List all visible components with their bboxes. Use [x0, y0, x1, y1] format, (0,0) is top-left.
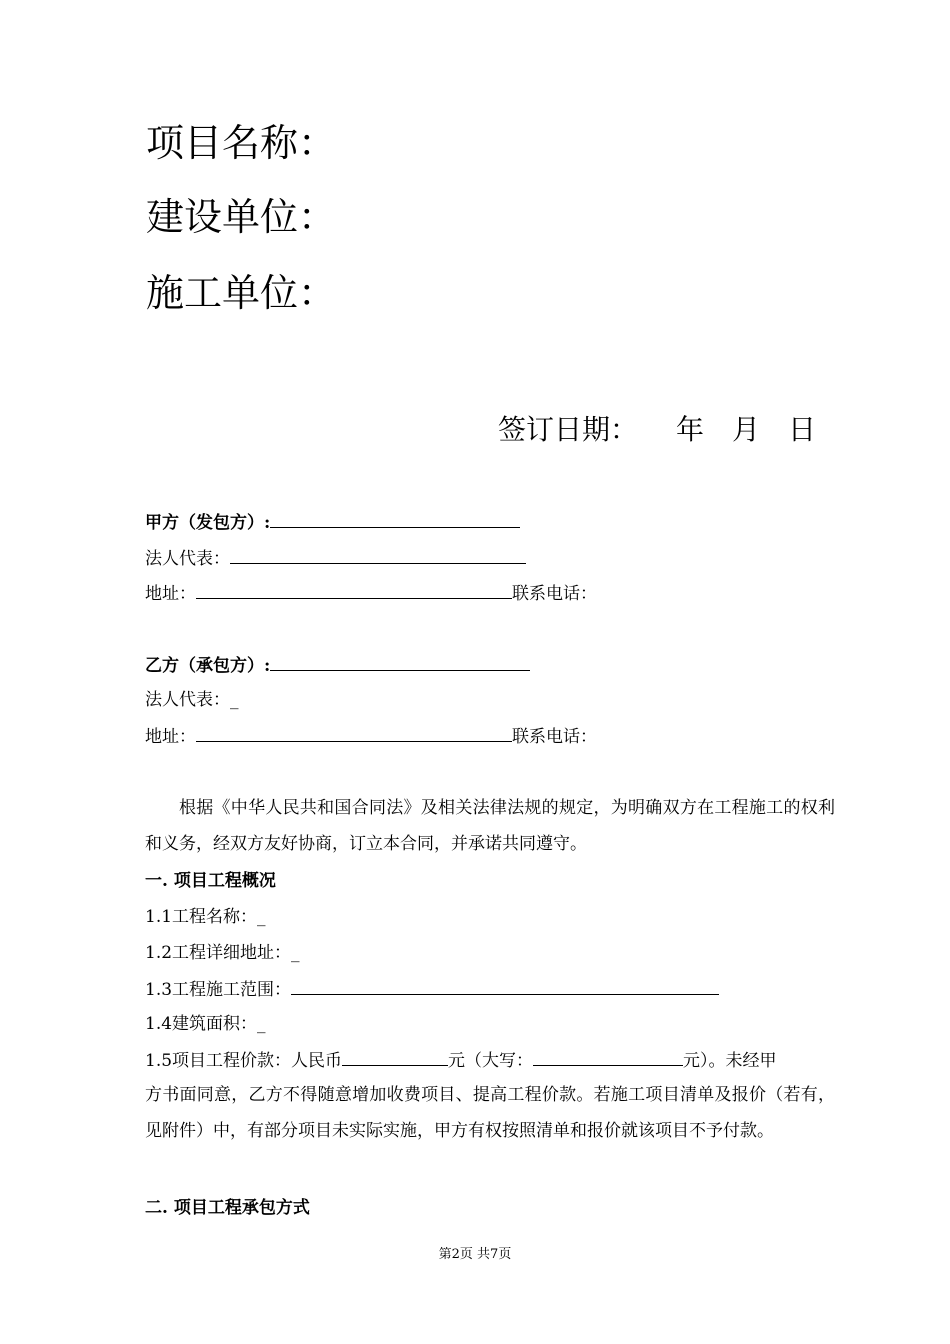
party-b-address-row [145, 723, 597, 749]
sign-date-day: 日 [788, 413, 817, 446]
party-a-rep-blank[interactable] [230, 545, 526, 564]
party-a-name-blank[interactable] [270, 509, 520, 528]
sign-date-month: 月 [732, 413, 761, 446]
build-unit-label: 建设单位： [146, 195, 337, 239]
item-1-5-row [145, 1047, 777, 1073]
party-a-address-blank[interactable] [196, 580, 512, 599]
party-b-title-row [145, 652, 530, 678]
item-1-5-continuation: 方书面同意，乙方不得随意增加收费项目、提高工程价款。若施工项目清单及报价（若有，见附件）中，有部分项目未实际实施，甲方有权按照清单和报价就该项目不予付款。 [145, 1085, 835, 1141]
item-1-5-words-blank[interactable] [533, 1047, 683, 1066]
item-1-4: 1.4建筑面积：_ [145, 1014, 266, 1034]
party-b-address-label: 地址： [145, 727, 196, 747]
item-1-3-row [145, 976, 719, 1002]
intro-paragraph: 根据《中华人民共和国合同法》及相关法律法规的规定，为明确双方在工程施工的权利和义务，经双方友好协商，订立本合同，并承诺共同遵守。 [145, 798, 835, 854]
party-a-title: 甲方（发包方）: [145, 513, 271, 533]
item-1-5-suffix: 元）。未经甲 [683, 1051, 777, 1071]
party-a-rep-row [145, 545, 526, 571]
party-a-phone-label: 联系电话： [512, 584, 597, 604]
item-1-5-amount-blank[interactable] [342, 1047, 448, 1066]
project-name-label: 项目名称： [146, 121, 337, 165]
sign-date-label: 签订日期： [498, 413, 639, 446]
party-b-rep-label: 法人代表：_ [145, 690, 239, 710]
sign-date [498, 412, 816, 448]
item-1-1: 1.1工程名称：_ [145, 907, 266, 927]
item-1-3-label: 1.3工程施工范围： [145, 980, 292, 1000]
section1-title: 一. 项目工程概况 [145, 871, 276, 891]
party-b-title: 乙方（承包方）: [145, 656, 271, 676]
party-a-title-row [145, 509, 520, 535]
party-a-address-row [145, 580, 597, 606]
party-b-phone-label: 联系电话： [512, 727, 597, 747]
page-footer: 第2页 共7页 [438, 1247, 512, 1262]
item-1-5-mid: 元（大写： [448, 1051, 534, 1071]
sign-date-year: 年 [676, 413, 705, 446]
item-1-2: 1.2工程详细地址：_ [145, 943, 300, 963]
item-1-5-prefix: 1.5项目工程价款：人民币 [145, 1051, 343, 1071]
party-b-name-blank[interactable] [270, 652, 530, 671]
party-a-rep-label: 法人代表： [145, 549, 230, 569]
party-b-address-blank[interactable] [196, 723, 512, 742]
construction-unit-label: 施工单位： [146, 271, 337, 315]
section2-title: 二. 项目工程承包方式 [145, 1198, 310, 1218]
item-1-3-blank[interactable] [291, 976, 719, 995]
party-a-address-label: 地址： [145, 584, 196, 604]
